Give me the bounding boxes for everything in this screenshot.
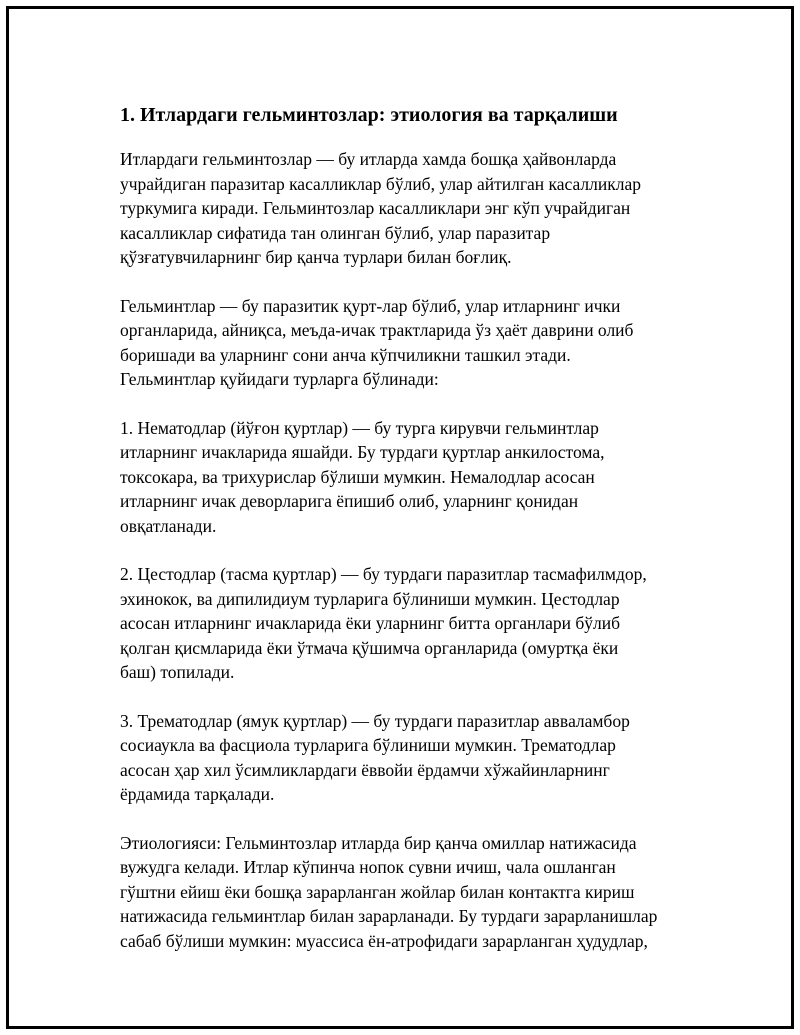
- text-line: токсокара, ва трихурислар бўлиши мумкин. Немалодлар асосан: [120, 466, 595, 487]
- text-line: баш) топилади.: [120, 662, 235, 682]
- text-line: Этиологияси: Гельминтозлар итларда бир қанча омиллар натижасида: [120, 832, 637, 853]
- text-line: қўзғатувчиларнинг бир қанча турлари билан боғлиқ.: [120, 247, 512, 267]
- text-line: учрайдиган паразитар касалликлар бўлиб, улар айтилган касалликлар: [120, 173, 642, 194]
- text-line: касалликлар сифатида тан олинган бўлиб, улар паразитар: [120, 222, 551, 243]
- text-line: итларнинг ичакларида яшайди. Бу турдаги қуртлар анкилостома,: [120, 442, 605, 462]
- document-body: [120, 99, 710, 977]
- text-line: Гельминтлар қуйидаги турларга бўлинади:: [120, 369, 439, 389]
- text-line: Гельминтлар — бу паразитик қурт-лар бўлиб, улар итларнинг ички: [120, 295, 621, 316]
- paragraph-etiology: [120, 831, 710, 954]
- text-line: овқатланади.: [120, 515, 217, 536]
- text-line: боришади ва уларнинг сони анча кўпчиликни ташкил этади.: [120, 344, 571, 365]
- page-frame: [6, 6, 794, 1029]
- text-line: Итлардаги гельминтозлар — бу итларда хамда бошқа ҳайвонларда: [120, 149, 617, 169]
- paragraph-trematodes: [120, 709, 710, 807]
- text-line: эхинокок, ва дипилидиум турларига бўлиниши мумкин. Цестодлар: [120, 588, 620, 609]
- text-line: ёрдамида тарқалади.: [120, 784, 275, 804]
- text-line: гўштни ейиш ёки бошқа зарарланган жойлар билан контактга кириш: [120, 881, 635, 902]
- section-heading: 1. Итлардаги гельминтозлар: этиология ва тарқалиши: [120, 104, 618, 126]
- paragraph-intro: [120, 147, 710, 270]
- text-line: туркумига киради. Гельминтозлар касалликлари энг кўп учрайдиган: [120, 198, 631, 218]
- text-line: сабаб бўлиши мумкин: муассиса ён-атрофидаги зарарланган ҳудудлар,: [120, 930, 648, 951]
- text-line: 2. Цестодлар (тасма қуртлар) — бу турдаги паразитлар тасмафилмдор,: [120, 564, 647, 584]
- text-line: асосан итларнинг ичакларида ёки уларнинг битта органлари бўлиб: [120, 613, 621, 633]
- paragraph-cestodes: [120, 562, 710, 685]
- paragraph-helminths: [120, 294, 710, 392]
- text-line: 3. Трематодлар (ямук қуртлар) — бу турдаги паразитлар аввaламбор: [120, 710, 630, 731]
- text-line: итларнинг ичак деворларига ёпишиб олиб, уларнинг қонидан: [120, 491, 579, 511]
- text-line: сосиаукла ва фасциола турларига бўлиниши мумкин. Трематодлар: [120, 735, 616, 755]
- paragraph-nematodes: [120, 416, 710, 539]
- text-line: натижасида гельминтлар билан зарарланади. Бу турдаги зарарланишлар: [120, 906, 658, 926]
- text-line: қолган қисмларида ёки ўтмача қўшимча органларида (омуртқа ёки: [120, 637, 619, 658]
- text-line: вужудга келади. Итлар кўпинча нопок сувни ичиш, чала ошланган: [120, 857, 616, 877]
- text-line: асосан ҳар хил ўсимликлардаги ёввойи ёрдамчи хўжайинларнинг: [120, 759, 610, 780]
- text-line: органларида, айниқса, меъда-ичак трактларида ўз ҳаёт даврини олиб: [120, 320, 634, 340]
- text-line: 1. Нематодлар (йўғон қуртлар) — бу турга кирувчи гельминтлар: [120, 417, 599, 438]
